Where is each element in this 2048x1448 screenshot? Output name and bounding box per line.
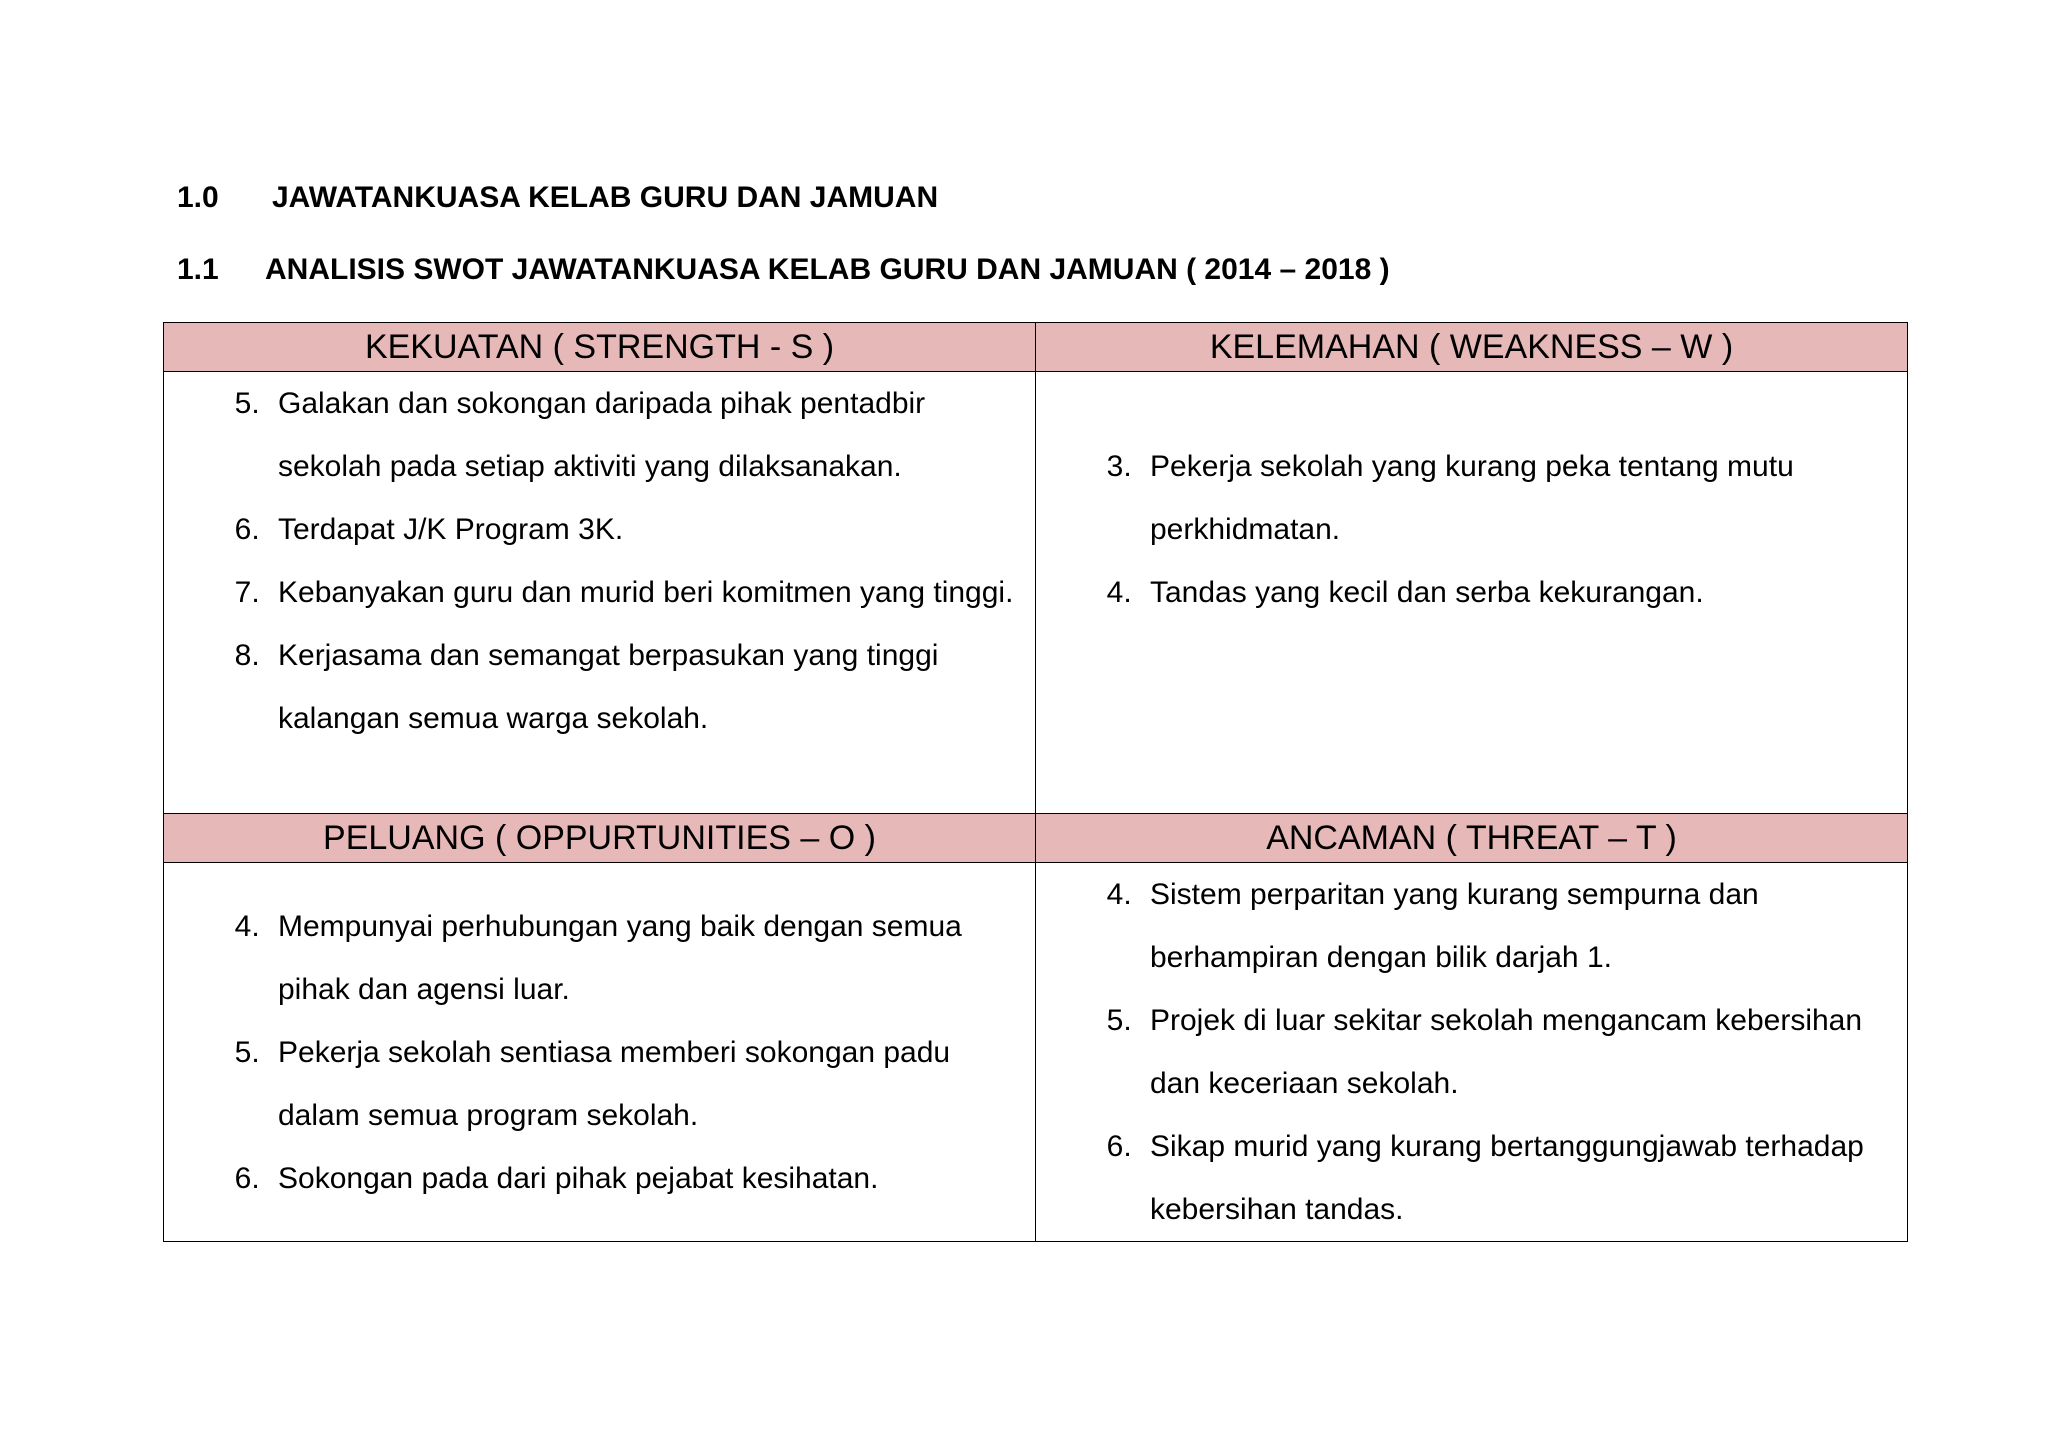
swot-table — [163, 322, 1908, 1242]
list-item: 5. Pekerja sekolah sentiasa memberi sokongan padu dalam semua program sekolah. — [268, 1021, 1015, 1147]
subsection-heading — [177, 252, 1390, 288]
opportunity-cell — [164, 863, 1036, 1242]
list-item: 4. Tandas yang kecil dan serba kekurangan. — [1140, 561, 1887, 624]
list-item: 6. Terdapat J/K Program 3K. — [268, 498, 1015, 561]
weakness-list — [1036, 435, 1887, 624]
strength-header: KEKUATAN ( STRENGTH - S ) — [164, 323, 1036, 372]
swot-body-row-top — [164, 372, 1908, 814]
list-item: 6. Sokongan pada dari pihak pejabat kesihatan. — [268, 1147, 1015, 1210]
section-heading — [177, 180, 938, 216]
list-item: 3. Pekerja sekolah yang kurang peka tentang mutu perkhidmatan. — [1140, 435, 1887, 561]
section-number: 1.0 — [177, 181, 219, 214]
weakness-cell — [1036, 372, 1908, 814]
list-item: 5. Galakan dan sokongan daripada pihak pentadbir sekolah pada setiap aktiviti yang dilaksanakan. — [268, 372, 1015, 498]
swot-body-row-bottom — [164, 863, 1908, 1242]
subsection-number: 1.1 — [177, 253, 219, 286]
list-item: 5. Projek di luar sekitar sekolah mengancam kebersihan dan keceriaan sekolah. — [1140, 989, 1887, 1115]
weakness-header: KELEMAHAN ( WEAKNESS – W ) — [1036, 323, 1908, 372]
strength-cell — [164, 372, 1036, 814]
list-item: 4. Mempunyai perhubungan yang baik dengan semua pihak dan agensi luar. — [268, 895, 1015, 1021]
section-title: JAWATANKUASA KELAB GURU DAN JAMUAN — [272, 181, 939, 214]
subsection-title: ANALISIS SWOT JAWATANKUASA KELAB GURU DAN JAMUAN ( 2014 – 2018 ) — [265, 253, 1390, 286]
strength-list — [164, 372, 1015, 750]
list-item: 7. Kebanyakan guru dan murid beri komitmen yang tinggi. — [268, 561, 1015, 624]
threat-header: ANCAMAN ( THREAT – T ) — [1036, 814, 1908, 863]
swot-header-row-bottom — [164, 814, 1908, 863]
opportunity-header: PELUANG ( OPPURTUNITIES – O ) — [164, 814, 1036, 863]
list-item: 4. Sistem perparitan yang kurang sempurna dan berhampiran dengan bilik darjah 1. — [1140, 863, 1887, 989]
opportunity-list — [164, 895, 1015, 1210]
threat-list — [1036, 863, 1887, 1241]
list-item: 6. Sikap murid yang kurang bertanggungjawab terhadap kebersihan tandas. — [1140, 1115, 1887, 1241]
list-item: 8. Kerjasama dan semangat berpasukan yang tinggi kalangan semua warga sekolah. — [268, 624, 1015, 750]
swot-header-row-top — [164, 323, 1908, 372]
threat-cell — [1036, 863, 1908, 1242]
